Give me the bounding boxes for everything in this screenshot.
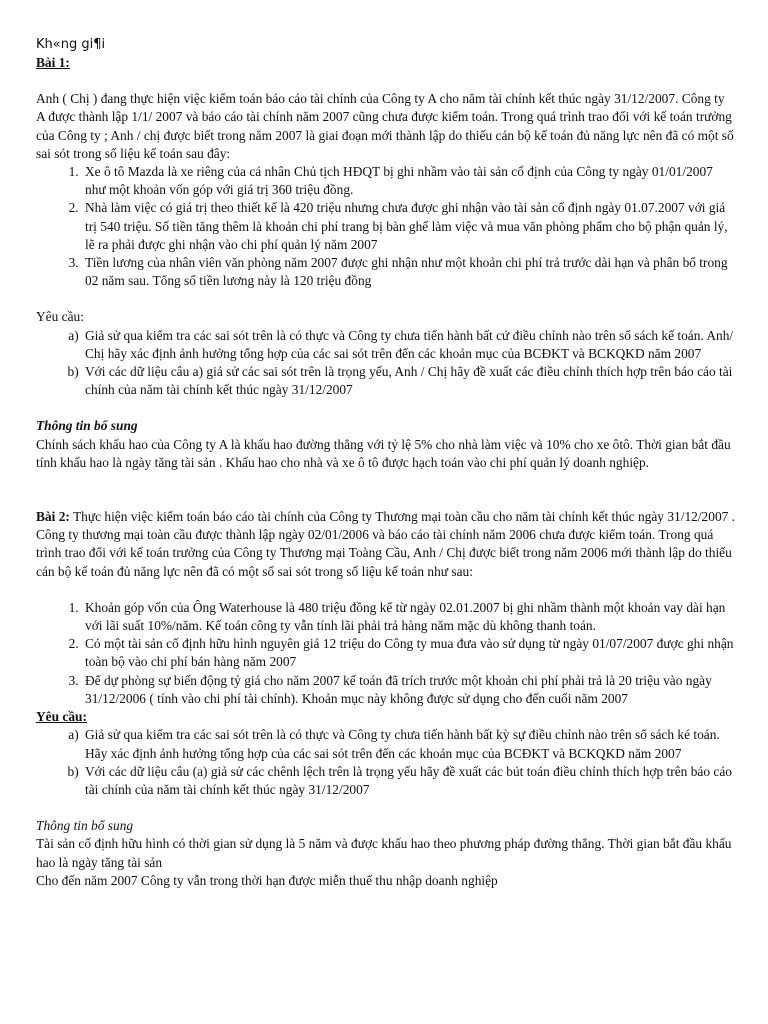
- list-item: 3. Để dự phòng sự biến động tỷ giá cho năm 2007 kế toán đã trích trước một khoản chi phí phải trả là 20 triệu vào ngày 31/12/2006 ( tính vào chi phí tài chính). Khoản mục này không được sử dụng cho đến cuối năm 2007: [82, 672, 736, 708]
- list-item: a. Giả sử qua kiểm tra các sai sót trên là có thực và Công ty chưa tiến hành bất cứ điều chỉnh nào trên sổ sách kế toán. Anh/ Chị hãy xác định ảnh hưởng tổng hợp của các sai sót trên đến các khoản mục của BCĐKT và BCKQKD năm 2007: [82, 327, 736, 363]
- bai1-title: Bài 1:: [36, 55, 70, 70]
- bai1-requirement-label: Yêu cầu:: [36, 309, 84, 325]
- bai1-error-list: [36, 163, 736, 290]
- list-item: 1. Khoản góp vốn của Ông Waterhouse là 480 triệu đồng kể từ ngày 02.01.2007 bị ghi nhầm thành một khoản vay dài hạn với lãi suất 10%/năm. Kế toán công ty vẫn tính lãi phải trả hàng năm mặc dù không thanh toán.: [82, 599, 736, 635]
- list-item: b. Với các dữ liệu câu (a) giả sử các chênh lệch trên là trọng yếu hãy đề xuất các bút toán điều chỉnh thích hợp trên báo cáo tài chính của năm tài chính kết thúc ngày 31/12/2007: [82, 763, 736, 799]
- document-page: [36, 36, 736, 890]
- bai2-info-title: Thông tin bổ sung: [36, 818, 134, 834]
- list-item: a. Giả sử qua kiểm tra các sai sót trên là có thực và Công ty chưa tiến hành bất kỳ sự điều chỉnh nào trên sổ sách ké toán. Hãy xác định ảnh hưởng tổng hợp của các sai sót trên đến các khoản mục của BCĐKT và BCKQKD năm 2007: [82, 726, 736, 762]
- bai1-intro: Anh ( Chị ) đang thực hiện việc kiểm toán báo cáo tài chính của Công ty A cho năm tài chính kết thúc ngày 31/12/2007. Công ty A được thành lập 1/1/ 2007 và báo cáo tài chính năm 2007 cũng chưa được kiểm toán. Trong quá trình trao đổi với kế toán trưởng của Công ty ; Anh / chị được biết trong năm 2007 là giai đoạn mới thành lập do thiếu cán bộ kế toán đủ năng lực nên đã có một số sai sót trong số liệu kế toán sau đây:: [36, 91, 734, 161]
- list-item: b. Với các dữ liệu câu a) giả sử các sai sót trên là trọng yếu, Anh / Chị hãy đề xuất các điều chỉnh thích hợp trên báo cáo tài chính của năm tài chính kết thúc ngày 31/12/2007: [82, 363, 736, 399]
- bai2-error-list: [36, 599, 736, 708]
- list-item: 2. Nhà làm việc có giá trị theo thiết kế là 420 triệu nhưng chưa được ghi nhận vào tài sản cố định ngày 01.07.2007 với giá trị 540 triệu. Số tiền tăng thêm là khoản chi phí trang bị bàn ghế làm việc và mua văn phòng phẩm cho bộ phận quản lý, lẽ ra phải được ghi nhận vào chi phí quản lý năm 2007: [82, 199, 736, 254]
- bai1-info-title: Thông tin bổ sung: [36, 418, 138, 434]
- list-item: 3. Tiền lương của nhân viên văn phòng năm 2007 được ghi nhận như một khoản chi phí trả trước dài hạn và phân bổ trong 02 năm sau. Tổng số tiền lương này là 120 triệu đồng: [82, 254, 736, 290]
- bai1-info-text: Chính sách khấu hao của Công ty A là khấu hao đường thẳng với tỷ lệ 5% cho nhà làm việc và 10% cho xe ôtô. Thời gian bắt đầu tính khấu hao là ngày tăng tài sản . Khấu hao cho nhà và xe ô tô được hạch toán vào chi phí quản lý doanh nghiệp.: [36, 436, 731, 470]
- list-item: 2. Có một tài sản cố định hữu hình nguyên giá 12 triệu do Công ty mua đưa vào sử dụng từ ngày 01/07/2007 được ghi nhận toàn bộ vào chi phí bán hàng năm 2007: [82, 635, 736, 671]
- bai2-title: Bài 2:: [36, 509, 70, 525]
- bai2-info-line: Cho đến năm 2007 Công ty vẫn trong thời hạn được miễn thuế thu nhập doanh nghiệp: [36, 872, 498, 888]
- bai1-requirement-list: [36, 327, 736, 400]
- list-item: 1. Xe ô tô Mazda là xe riêng của cá nhân Chủ tịch HĐQT bị ghi nhầm vào tài sản cố định của Công ty ngày 01/01/2007 như một khoản vốn góp với giá trị 360 triệu đồng.: [82, 163, 736, 199]
- header-garbled-text: Kh«ng gi¶i: [36, 37, 106, 52]
- bai2-requirement-label: Yêu cầu:: [36, 709, 87, 725]
- bai2-intro: Thực hiện việc kiểm toán báo cáo tài chính của Công ty Thương mại toàn cầu cho năm tài chính kết thúc ngày 31/12/2007 . Công ty thương mại toàn cầu được thành lập ngày 02/01/2006 và báo cáo tài chính năm 2006 chưa được kiểm toán. Trong quá trình trao đổi với kế toán trưởng của Công ty Thương mại Toàng Cầu, Anh / Chị được biết trong năm 2006 mới thành lập do thiếu cán bộ kế toán đủ năng lực nên đã có một số sai sót trong số liệu kế toán như sau:: [36, 509, 736, 579]
- bai2-info-line: Tài sản cố định hữu hình có thời gian sử dụng là 5 năm và được khấu hao theo phương pháp đường thẳng. Thời gian bắt đầu khấu hao là ngày tăng tài sản: [36, 836, 732, 870]
- bai2-requirement-list: [36, 726, 736, 799]
- bai2-intro-paragraph: [36, 508, 736, 581]
